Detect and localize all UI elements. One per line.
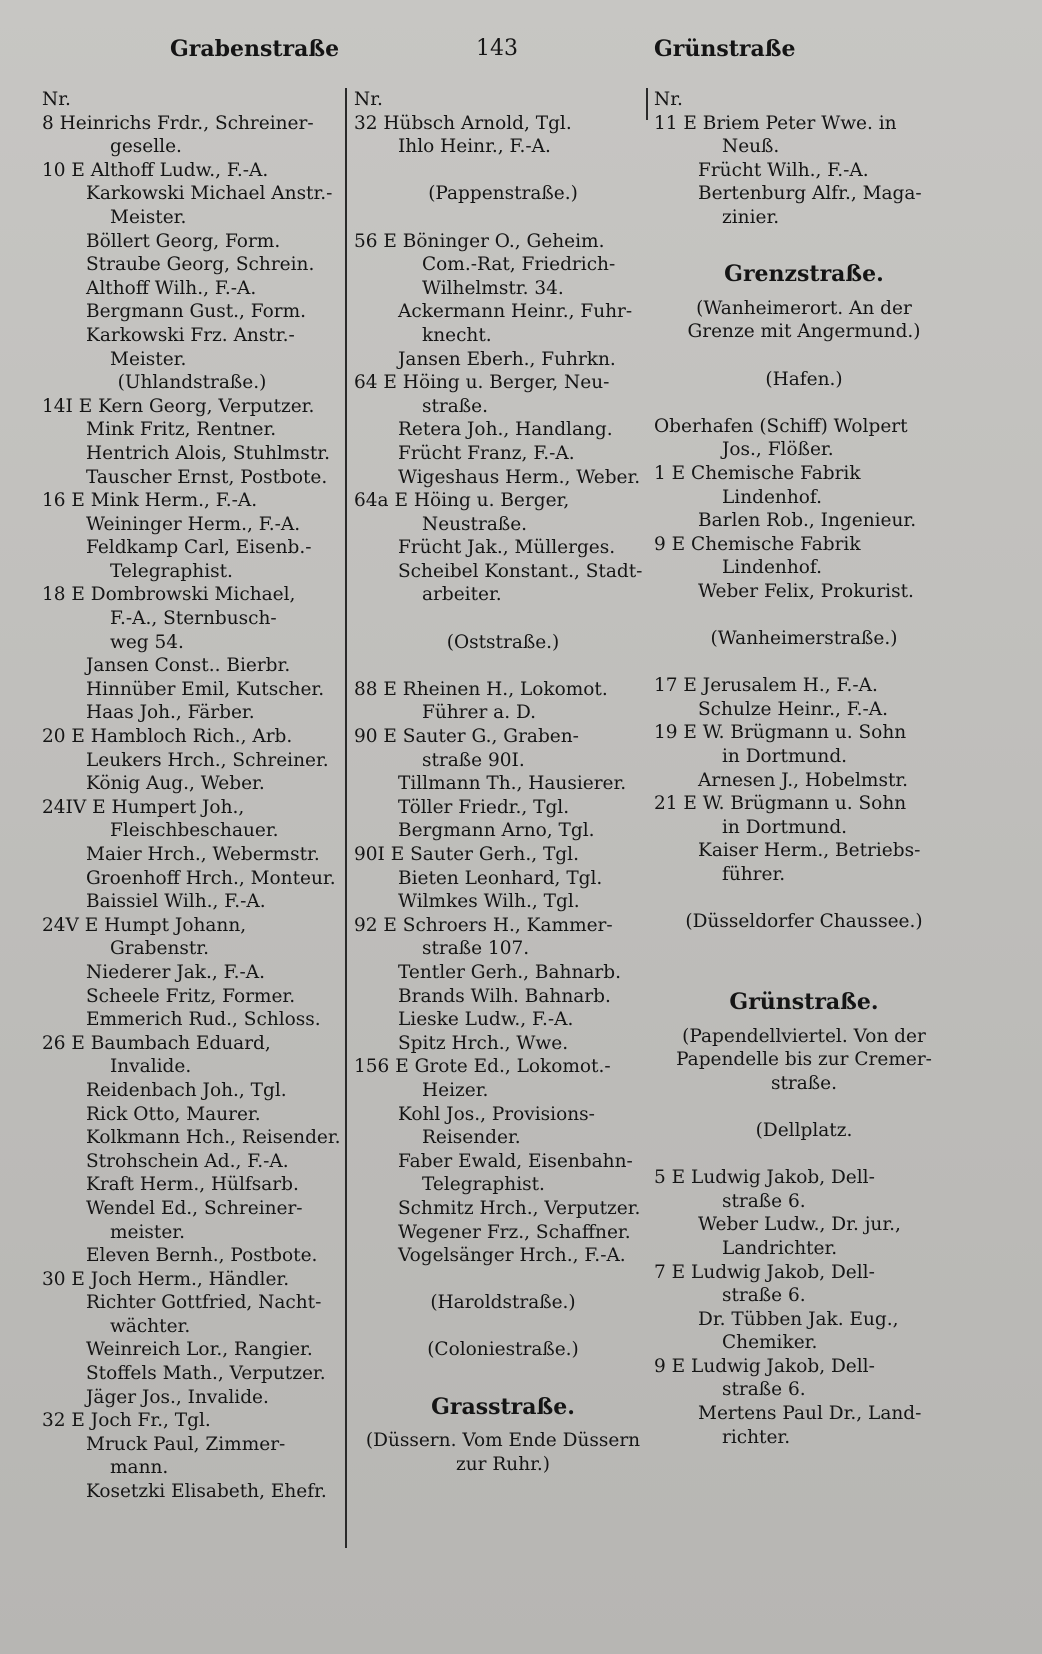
directory-entry: Eleven Bernh., Postbote. — [86, 1245, 318, 1267]
directory-entry: 11 E Briem Peter Wwe. in — [654, 112, 897, 134]
spacer — [354, 1362, 652, 1386]
directory-entry: Dr. Tübben Jak. Eug., — [698, 1308, 899, 1330]
directory-entry: Rick Otto, Maurer. — [86, 1103, 261, 1125]
directory-entry: Kosetzki Elisabeth, Ehefr. — [86, 1481, 327, 1503]
directory-entry: 26 E Baumbach Eduard, — [42, 1032, 271, 1054]
directory-entry: meister. — [110, 1221, 185, 1243]
directory-entry: Oberhafen (Schiff) Wolpert — [654, 415, 908, 437]
directory-entry: 21 E W. Brügmann u. Sohn — [654, 793, 907, 815]
directory-entry: Baissiel Wilh., F.-A. — [86, 891, 266, 913]
directory-entry: Schmitz Hrch., Verputzer. — [398, 1197, 641, 1219]
directory-entry: 7 E Ludwig Jakob, Dell- — [654, 1261, 875, 1283]
directory-entry: 1 E Chemische Fabrik — [654, 462, 861, 484]
directory-entry: Ackermann Heinr., Fuhr- — [398, 301, 633, 323]
directory-entry: Grabenstr. — [110, 938, 209, 960]
directory-entry: straße 6. — [722, 1285, 806, 1307]
section-note: (Düssern. Vom Ende Düssern — [365, 1430, 641, 1452]
directory-entry: Bergmann Arno, Tgl. — [398, 820, 595, 842]
directory-entry: Wendel Ed., Schreiner- — [86, 1197, 303, 1219]
directory-entry: 19 E W. Brügmann u. Sohn — [654, 722, 907, 744]
directory-entry: Retera Joh., Handlang. — [398, 419, 613, 441]
directory-entry: straße 107. — [422, 938, 530, 960]
directory-entry: Böllert Georg, Form. — [86, 230, 281, 252]
directory-entry: Wigeshaus Herm., Weber. — [398, 466, 641, 488]
page-number: 143 — [476, 36, 518, 61]
directory-entry: 9 E Ludwig Jakob, Dell- — [654, 1355, 875, 1377]
directory-entry: Althoff Wilh., F.-A. — [86, 277, 257, 299]
column-divider — [345, 88, 347, 1548]
directory-entry: Neustraße. — [422, 513, 528, 535]
directory-entry: straße 6. — [722, 1190, 806, 1212]
directory-entry: 10 E Althoff Ludw., F.-A. — [42, 159, 269, 181]
directory-entry: Stoffels Math., Verputzer. — [86, 1363, 326, 1385]
street-heading: Grünstraße. — [729, 988, 879, 1015]
directory-entry: knecht. — [422, 324, 492, 346]
spacer — [654, 957, 954, 981]
directory-entry: Chemiker. — [722, 1332, 818, 1354]
directory-entry: Maier Hrch., Webermstr. — [86, 844, 320, 865]
section-note: straße. — [771, 1072, 837, 1094]
directory-entry: Mertens Paul Dr., Land- — [698, 1403, 922, 1425]
directory-entry: Karkowski Frz. Anstr.- — [86, 324, 295, 346]
directory-entry: Jäger Jos., Invalide. — [86, 1386, 269, 1408]
directory-entry: 24IV E Humpert Joh., — [42, 796, 245, 818]
directory-entry: Scheibel Konstant., Stadt- — [398, 560, 643, 582]
directory-entry: König Aug., Weber. — [86, 773, 265, 795]
section-note: (Hafen.) — [765, 368, 843, 390]
directory-entry: Jansen Const.. Bierbr. — [86, 655, 291, 677]
street-heading: Grenzstraße. — [724, 261, 884, 288]
directory-entry: Bieten Leonhard, Tgl. — [398, 867, 603, 889]
directory-entry: Wilmkes Wilh., Tgl. — [398, 891, 580, 913]
directory-entry: Bergmann Gust., Form. — [86, 301, 307, 323]
directory-entry: straße 90I. — [422, 749, 525, 771]
directory-entry: wächter. — [110, 1315, 191, 1337]
directory-entry: Kaiser Herm., Betriebs- — [698, 840, 921, 862]
directory-entry: 5 E Ludwig Jakob, Dell- — [654, 1167, 875, 1189]
directory-entry: 92 E Schroers H., Kammer- — [354, 914, 613, 936]
directory-entry: Com.-Rat, Friedrich- — [422, 254, 616, 276]
directory-entry: Tauscher Ernst, Postbote. — [86, 466, 328, 488]
directory-entry: F.-A., Sternbusch- — [110, 608, 277, 630]
directory-entry: Kolkmann Hch., Reisender. — [86, 1127, 341, 1149]
directory-entry: Mink Fritz, Rentner. — [86, 419, 277, 441]
column-number-label: Nr. — [354, 89, 383, 110]
directory-entry: Bertenburg Alfr., Maga- — [698, 183, 922, 205]
directory-entry: in Dortmund. — [722, 746, 848, 768]
section-note: zur Ruhr.) — [455, 1453, 551, 1475]
directory-entry: Töller Friedr., Tgl. — [398, 796, 570, 818]
directory-entry: Weber Ludw., Dr. jur., — [698, 1214, 901, 1236]
directory-entry: Barlen Rob., Ingenieur. — [698, 510, 917, 532]
directory-entry: Lindenhof. — [722, 557, 822, 579]
directory-entry: straße. — [422, 395, 488, 417]
directory-entry: weg 54. — [110, 631, 184, 653]
directory-entry: richter. — [722, 1426, 791, 1448]
directory-entry: 90 E Sauter G., Graben- — [354, 726, 579, 748]
directory-entry: Meister. — [110, 206, 187, 228]
directory-entry: Weinreich Lor., Rangier. — [86, 1339, 313, 1361]
directory-entry: 16 E Mink Herm., F.-A. — [42, 490, 258, 512]
directory-entry: Karkowski Michael Anstr.- — [86, 183, 333, 205]
directory-entry: Strohschein Ad., F.-A. — [86, 1150, 289, 1172]
directory-entry: 20 E Hambloch Rich., Arb. — [42, 726, 293, 748]
spacer — [354, 607, 652, 631]
directory-entry: 32 Hübsch Arnold, Tgl. — [354, 112, 572, 134]
directory-entry: Feldkamp Carl, Eisenb.- — [86, 537, 312, 559]
spacer — [654, 344, 954, 368]
header-left-street: Grabenstraße — [170, 36, 340, 62]
section-note: Papendelle bis zur Cremer- — [676, 1049, 932, 1071]
section-note: (Coloniestraße.) — [427, 1339, 579, 1361]
directory-entry: Reisender. — [422, 1127, 521, 1149]
directory-entry: 64a E Höing u. Berger, — [354, 490, 570, 512]
directory-entry: Jos., Flößer. — [722, 439, 834, 461]
directory-entry: Kohl Jos., Provisions- — [398, 1103, 595, 1125]
section-note: (Pappenstraße.) — [428, 183, 578, 205]
spacer — [654, 603, 954, 627]
directory-entry: Hinnüber Emil, Kutscher. — [86, 678, 325, 700]
directory-entry: mann. — [110, 1457, 169, 1479]
directory-entry: Jansen Eberh., Fuhrkn. — [398, 348, 616, 370]
directory-entry: in Dortmund. — [722, 816, 848, 838]
spacer — [654, 1095, 954, 1119]
directory-entry: 156 E Grote Ed., Lokomot.- — [354, 1056, 611, 1078]
directory-entry: führer. — [722, 864, 786, 885]
directory-entry: Brands Wilh. Bahnarb. — [398, 985, 611, 1007]
section-note: Grenze mit Angermund.) — [687, 321, 921, 343]
spacer — [654, 651, 954, 675]
spacer — [354, 159, 652, 183]
directory-entry: Arnesen J., Hobelmstr. — [698, 769, 909, 791]
directory-entry: Telegraphist. — [110, 560, 233, 582]
directory-entry: 9 E Chemische Fabrik — [654, 533, 861, 555]
directory-entry: Ihlo Heinr., F.-A. — [398, 136, 551, 158]
spacer — [654, 230, 954, 254]
directory-entry: Leukers Hrch., Schreiner. — [86, 749, 329, 771]
directory-entry: 64 E Höing u. Berger, Neu- — [354, 372, 610, 394]
directory-column-2 — [354, 88, 652, 1476]
section-note: (Papendellviertel. Von der — [682, 1025, 926, 1047]
directory-entry: Haas Joh., Färber. — [86, 702, 255, 724]
section-note: (Uhlandstraße.) — [117, 372, 267, 394]
directory-column-3 — [654, 88, 954, 1449]
street-heading: Grasstraße. — [431, 1393, 575, 1420]
directory-entry: Weber Felix, Prokurist. — [698, 580, 914, 602]
spacer — [354, 1268, 652, 1292]
directory-entry: Weininger Herm., F.-A. — [86, 513, 301, 535]
directory-entry: Landrichter. — [722, 1237, 838, 1259]
section-note: (Oststraße.) — [446, 631, 560, 653]
spacer — [654, 934, 954, 958]
directory-entry: Lieske Ludw., F.-A. — [398, 1009, 574, 1031]
column-number-label: Nr. — [42, 89, 71, 110]
directory-entry: Mruck Paul, Zimmer- — [86, 1433, 286, 1455]
directory-entry: Führer a. D. — [422, 702, 537, 724]
directory-entry: Niederer Jak., F.-A. — [86, 961, 265, 983]
spacer — [654, 887, 954, 911]
directory-entry: gesellе. — [110, 136, 182, 158]
directory-entry: Emmerich Rud., Schloss. — [86, 1009, 321, 1031]
directory-entry: Vogelsänger Hrch., F.-A. — [398, 1245, 626, 1267]
header-right-street: Grünstraße — [654, 36, 796, 62]
directory-entry: Telegraphist. — [422, 1174, 545, 1196]
section-note: (Haroldstraße.) — [430, 1292, 576, 1314]
directory-entry: Wilhelmstr. 34. — [422, 277, 564, 299]
directory-entry: zinier. — [722, 206, 780, 228]
section-note: (Wanheimerstraße.) — [710, 628, 898, 650]
column-number-label: Nr. — [654, 89, 683, 110]
spacer — [654, 391, 954, 415]
directory-entry: 32 E Joch Fr., Tgl. — [42, 1410, 211, 1432]
spacer — [354, 654, 652, 678]
directory-entry: Frücht Jak., Müllerges. — [398, 537, 616, 559]
directory-entry: straße 6. — [722, 1379, 806, 1401]
directory-entry: Straube Georg, Schrein. — [86, 254, 315, 276]
directory-entry: Invalide. — [110, 1056, 192, 1078]
directory-entry: Lindenhof. — [722, 486, 822, 508]
directory-entry: Fleischbeschauer. — [110, 820, 279, 842]
directory-entry: Frücht Franz, F.-A. — [398, 442, 575, 464]
directory-entry: Heizer. — [422, 1079, 489, 1101]
directory-entry: 8 Heinrichs Frdr., Schreiner- — [42, 112, 314, 134]
spacer — [354, 206, 652, 230]
directory-entry: Groenhoff Hrch., Monteur. — [86, 867, 336, 889]
directory-entry: Kraft Herm., Hülfsarb. — [86, 1174, 299, 1196]
directory-entry: 17 E Jerusalem H., F.-A. — [654, 675, 878, 697]
directory-entry: 90I E Sauter Gerh., Tgl. — [354, 844, 579, 865]
directory-entry: Scheele Fritz, Former. — [86, 985, 296, 1007]
directory-entry: Meister. — [110, 348, 187, 370]
directory-entry: 88 E Rheinen H., Lokomot. — [354, 678, 608, 700]
directory-entry: arbeiter. — [422, 584, 502, 606]
section-note: (Düsseldorfer Chaussee.) — [685, 911, 923, 933]
directory-entry: Tentler Gerh., Bahnarb. — [398, 961, 621, 983]
directory-entry: Reidenbach Joh., Tgl. — [86, 1079, 287, 1101]
spacer — [354, 1315, 652, 1339]
directory-column-1 — [42, 88, 342, 1504]
directory-entry: 56 E Böninger O., Geheim. — [354, 230, 605, 252]
directory-entry: Hentrich Alois, Stuhlmstr. — [86, 442, 330, 464]
directory-entry: Spitz Hrch., Wwe. — [398, 1032, 569, 1054]
section-note: (Dellplatz. — [755, 1119, 853, 1141]
directory-entry: Frücht Wilh., F.-A. — [698, 159, 869, 181]
directory-entry: Wegener Frz., Schaffner. — [398, 1221, 631, 1243]
directory-entry: 30 E Joch Herm., Händler. — [42, 1268, 290, 1290]
directory-entry: Tillmann Th., Hausierer. — [398, 773, 627, 795]
directory-entry: Faber Ewald, Eisenbahn- — [398, 1150, 633, 1172]
directory-entry: Neuß. — [722, 136, 780, 158]
directory-entry: Schulze Heinr., F.-A. — [698, 698, 889, 720]
directory-entry: 14I E Kern Georg, Verputzer. — [42, 395, 315, 417]
directory-entry: 24V E Humpt Johann, — [42, 914, 247, 936]
section-note: (Wanheimerort. An der — [696, 297, 912, 319]
spacer — [654, 1143, 954, 1167]
directory-entry: Richter Gottfried, Nacht- — [86, 1292, 322, 1314]
directory-entry: 18 E Dombrowski Michael, — [42, 584, 296, 606]
